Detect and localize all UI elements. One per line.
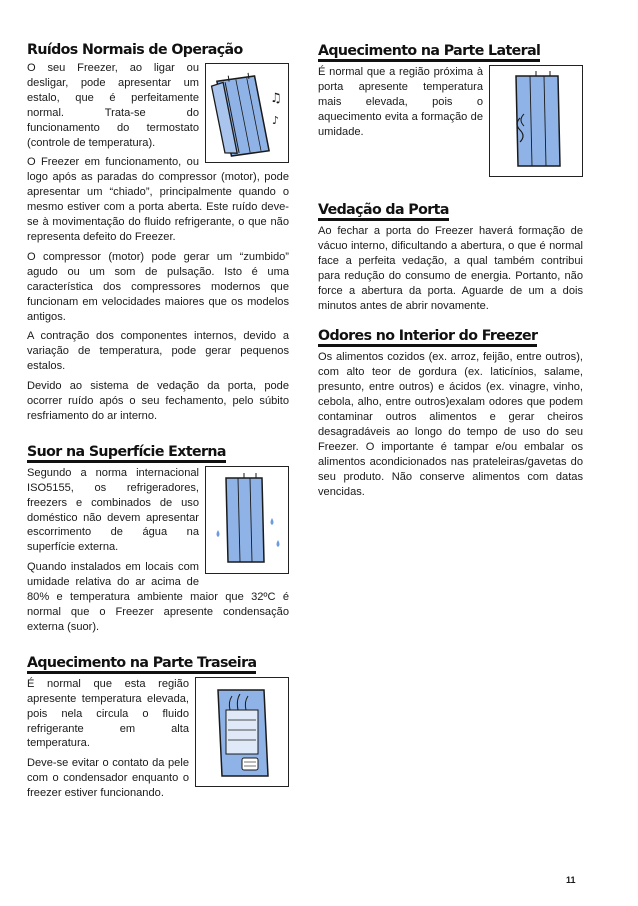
section-door-seal bbox=[318, 201, 583, 313]
section-title: Aquecimento na Parte Lateral bbox=[318, 43, 540, 62]
freezer-sweat-illustration bbox=[205, 466, 289, 574]
paragraph: O Freezer em funcionamento, ou logo após as paradas do compressor (motor), pode apresentar um “chiado”, principalmente quando o mesmo estiver com a porta aberta. Este ruído deve-se à movimentação do fluido refrigerante, o que não representa defeito do Freezer. bbox=[27, 156, 289, 243]
left-column bbox=[27, 42, 289, 806]
paragraph: Os alimentos cozidos (ex. arroz, feijão, entre outros), com alto teor de gordura (ex. laticínios, salame, presunto, entre outros) e ácidos (ex. vinagre, vinho, cebola, alho, entre outros)exalam odores que podem contaminar outros alimentos e gerar cheiros desagradáveis ao longo do tempo de uso do seu Freezer. O importante é tampar e/ou embalar os alimentos acondicionados nas prateleiras/gavetas do seu produto. Não conserve alimentos com datas vencidas. bbox=[318, 351, 583, 498]
section-external-sweat bbox=[27, 443, 289, 640]
section-rear-heating bbox=[27, 654, 289, 806]
section-title: Aquecimento na Parte Traseira bbox=[27, 655, 256, 674]
paragraph: É normal que a região próxima à porta apresente temperatura mais elevada, pois o aquecimento evita a formação de umidade. bbox=[318, 66, 483, 138]
freezer-noise-icon bbox=[208, 66, 286, 160]
paragraph: Deve-se evitar o contato da pele com o condensador enquanto o freezer estiver funcionando. bbox=[27, 757, 189, 800]
freezer-rear-illustration bbox=[195, 677, 289, 787]
section-title: Suor na Superfície Externa bbox=[27, 444, 226, 463]
paragraph: O seu Freezer, ao ligar ou desligar, pode apresentar um estalo, que é perfeitamente normal. Trata-se do funcionamento do termostato (controle de temperatura). bbox=[27, 62, 199, 149]
svg-text:♫: ♫ bbox=[270, 91, 282, 106]
paragraph: Devido ao sistema de vedação da porta, pode ocorrer ruído após o seu fechamento, pelo súbito resfriamento do ar interno. bbox=[27, 380, 289, 422]
section-title: Ruídos Normais de Operação bbox=[27, 42, 243, 58]
section-normal-noises bbox=[27, 42, 289, 429]
freezer-rear-condenser-icon bbox=[198, 680, 286, 784]
freezer-noise-illustration bbox=[205, 63, 289, 163]
section-odors bbox=[318, 327, 583, 499]
section-side-heating bbox=[318, 42, 583, 179]
section-title: Odores no Interior do Freezer bbox=[318, 328, 537, 347]
paragraph: Ao fechar a porta do Freezer haverá formação de vácuo interno, dificultando a abertura, o que é normal face a perfeita vedação, a qual também contribui para redução do consumo de energia. Portanto, não force a abertura da porta. Aguarde de um a dois minutos antes de abrir novamente. bbox=[318, 225, 583, 312]
paragraph: Quando instalados em locais com umidade relativa do ar acima de 80% e temperatura ambiente maior que 32ºC é normal que o Freezer apresente condensação externa (suor). bbox=[27, 561, 289, 633]
section-title: Vedação da Porta bbox=[318, 202, 449, 221]
freezer-condensation-icon bbox=[208, 470, 286, 570]
paragraph: Segundo a norma internacional ISO5155, os refrigeradores, freezers e combinados de uso doméstico não devem apresentar escorrimento de água na superfície externa. bbox=[27, 466, 199, 554]
right-column bbox=[318, 42, 583, 505]
page-number: 11 bbox=[566, 875, 576, 885]
paragraph: É normal que esta região apresente temperatura elevada, pois nela circula o fluido refrigerante em alta temperatura. bbox=[27, 677, 189, 750]
freezer-side-illustration bbox=[489, 65, 583, 177]
svg-text:♪: ♪ bbox=[272, 114, 280, 127]
paragraph: O compressor (motor) pode gerar um “zumbido” agudo ou um som de pulsação. Isto é uma característica dos compressores modernos que funcionam em velocidades maiores que os modelos antigos. bbox=[27, 250, 289, 323]
freezer-side-heat-icon bbox=[492, 68, 580, 174]
paragraph: A contração dos componentes internos, devido a variação de temperatura, pode gerar pequenos estalos. bbox=[27, 330, 289, 373]
